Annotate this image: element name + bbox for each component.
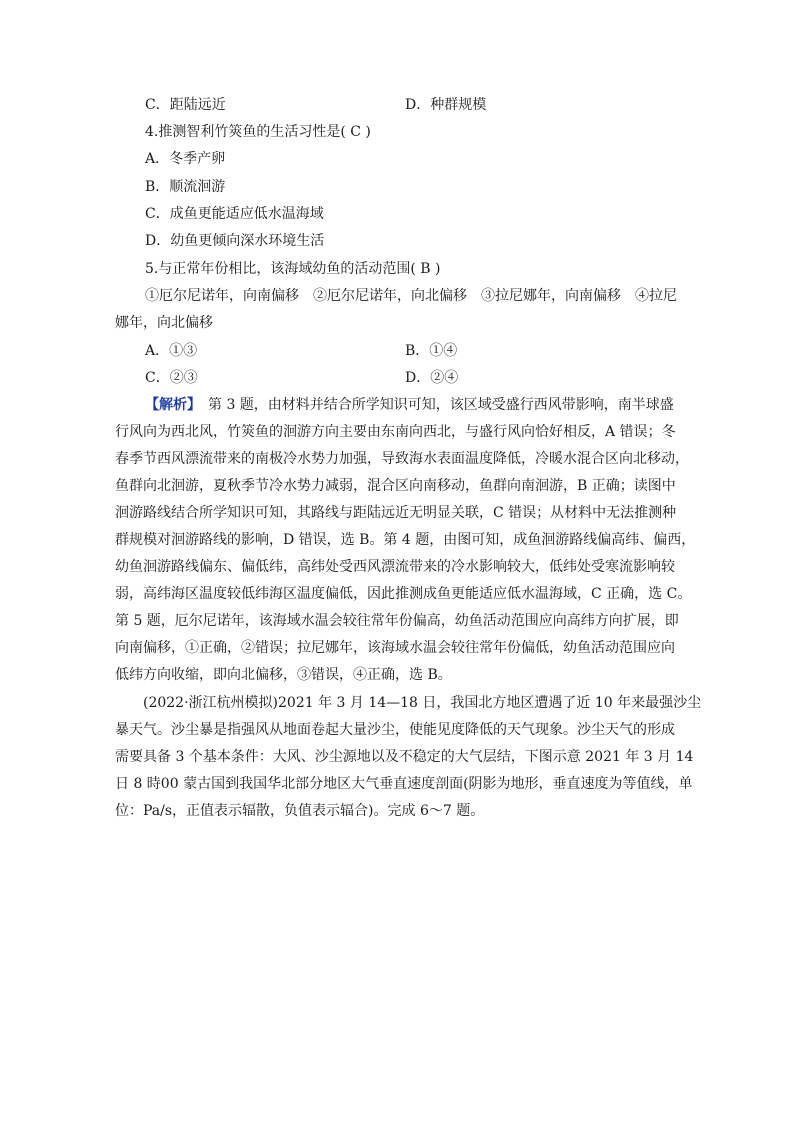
analysis-line-11: 低纬方向收缩，即向北偏移，③错误，④正确，选 B。 [115, 667, 452, 683]
material-line-4: 日 8 時00 蒙古国到我国华北部分地区大气垂直速度剖面(阴影为地形，垂直速度为等值线，单 [115, 776, 693, 792]
analysis-line-10: 向南偏移，①正确，②错误；拉尼娜年，该海域水温会较往常年份偏低，幼鱼活动范围应向 [115, 640, 675, 656]
analysis-line-7: 幼鱼洄游路线偏东、偏低纬，高纬处受西风漂流带来的冷水影响较大，低纬处受寒流影响较 [115, 559, 675, 575]
analysis-line-5: 洄游路线结合所学知识可知，其路线与距陆远近无明显关联，C 错误；从材料中无法推测种 [115, 505, 677, 521]
analysis-line-8: 弱，高纬海区温度较低纬海区温度偏低，因此推测成鱼更能适应低水温海域，C 正确，选 C。 [115, 586, 692, 602]
analysis-paragraph [115, 392, 696, 689]
analysis-line-4: 鱼群向北洄游，夏秋季节冷水势力减弱，混合区向南移动，鱼群向南洄游，B 正确；读图中 [115, 478, 676, 494]
q5-option-a: A．①③ [145, 343, 198, 359]
q5-option-b: B．①④ [405, 343, 458, 359]
q4-option-c: C．成鱼更能适应低水温海域 [145, 206, 324, 222]
material-line-1: (2022·浙江杭州模拟)2021 年 3 月 14—18 日，我国北方地区遭遇了近 10 年来最强沙尘 [115, 695, 702, 711]
q5-stem: 5.与正常年份相比，该海域幼鱼的活动范围( B ) [145, 261, 441, 277]
q4-option-a: A．冬季产卵 [145, 151, 226, 167]
q3-option-c: C．距陆远近 [145, 97, 226, 113]
q5-choices-line2: 娜年，向北偏移 [115, 315, 213, 331]
analysis-line-1: 第 3 题，由材料并结合所学知识可知，该区域受盛行西风带影响，南半球盛 [194, 397, 674, 413]
analysis-line-2: 行风向为西北风，竹筴鱼的洄游方向主要由东南向西北，与盛行风向恰好相反，A 错误；冬 [115, 424, 676, 440]
q4-option-b: B．顺流洄游 [145, 179, 226, 195]
analysis-tag: 【解析】 [145, 397, 194, 413]
material-line-3: 需要具备 3 个基本条件：大风、沙尘源地以及不稳定的大气层结，下图示意 2021 年 3 月 14 [115, 749, 694, 765]
q5-option-c: C．②③ [145, 370, 198, 386]
analysis-line-9: 第 5 题，厄尔尼诺年，该海域水温会较往常年份偏高，幼鱼活动范围应向高纬方向扩展，即 [115, 613, 679, 629]
analysis-line-6: 群规模对洄游路线的影响，D 错误，选 B。第 4 题，由图可知，成鱼洄游路线偏高纬、偏西， [115, 532, 696, 548]
material-line-5: 位：Pa/s，正值表示辐散，负值表示辐合)。完成 6～7 题。 [115, 803, 485, 819]
q5-options-row-cd [145, 368, 665, 388]
q4-option-d: D．幼鱼更倾向深水环境生活 [145, 233, 325, 249]
analysis-line-3: 春季节西风漂流带来的南极冷水势力加强，导致海水表面温度降低，冷暖水混合区向北移动， [115, 451, 689, 467]
material-line-2: 暴天气。沙尘暴是指强风从地面卷起大量沙尘，使能见度降低的天气现象。沙尘天气的形成 [115, 722, 675, 738]
q5-choices-line1: ①厄尔尼诺年，向南偏移 ②厄尔尼诺年，向北偏移 ③拉尼娜年，向南偏移 ④拉尼 [145, 288, 677, 304]
q3-option-d: D．种群规模 [405, 97, 487, 113]
q4-stem: 4.推测智利竹筴鱼的生活习性是( C ) [145, 124, 371, 140]
q5-option-d: D．②④ [405, 370, 459, 386]
q3-options-row-cd [145, 95, 665, 115]
material-paragraph [115, 690, 702, 825]
q5-options-row-ab [145, 341, 665, 361]
